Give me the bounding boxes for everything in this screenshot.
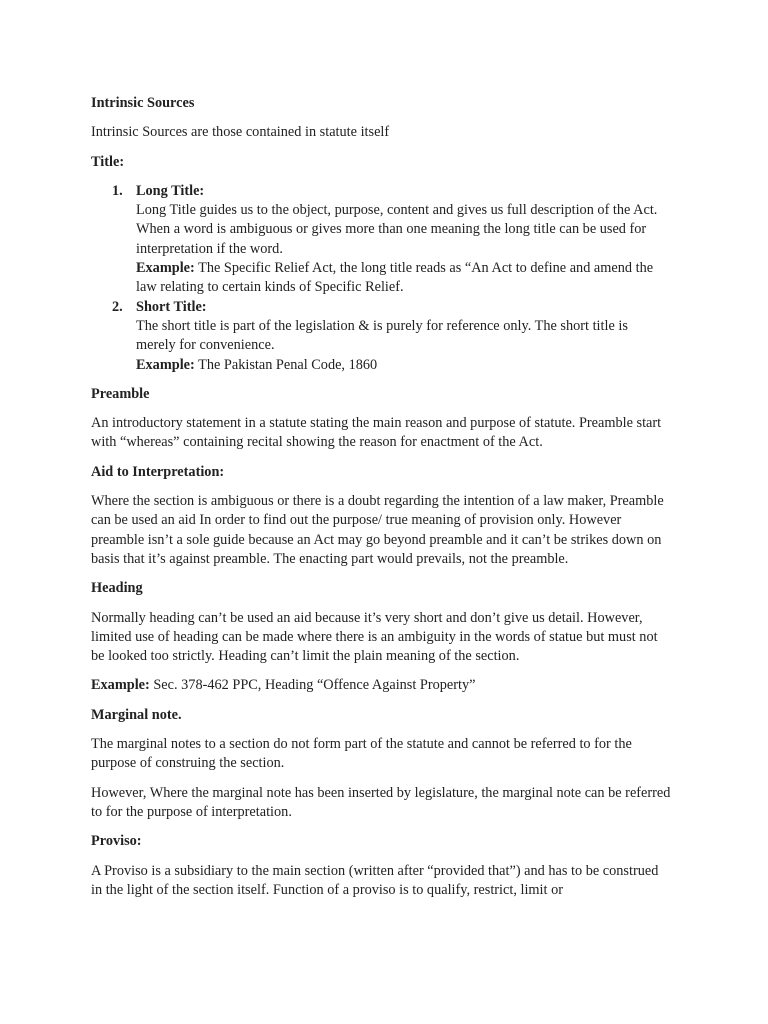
heading-intrinsic-sources: Intrinsic Sources (91, 95, 195, 111)
marginal-paragraph-1: The marginal notes to a section do not form part of the statute and cannot be referred to for the purpose of construing the section. (91, 736, 632, 772)
long-title-label: Long Title: (136, 182, 205, 199)
example-label: Example: (91, 677, 150, 694)
list-item-short-title (91, 298, 671, 375)
heading-heading: Heading (91, 580, 143, 597)
example-label: Example: (136, 356, 195, 373)
intro-paragraph: Intrinsic Sources are those contained in statute itself (91, 124, 390, 141)
marginal-paragraph-2: However, Where the marginal note has been inserted by legislature, the marginal note can be referred to for the purpose of interpretation. (91, 784, 671, 820)
heading-proviso: Proviso: (91, 833, 142, 850)
long-title-example (136, 259, 671, 298)
list-number: 1. (112, 182, 123, 199)
heading-title: Title: (91, 153, 125, 170)
list-item-long-title (91, 182, 671, 298)
title-list (91, 182, 671, 375)
document-body (91, 94, 671, 910)
heading-preamble: Preamble (91, 385, 150, 402)
long-title-body: Long Title guides us to the object, purpose, content and gives us full description of the Act. When a word is ambiguous or gives more than one meaning the long title can be used for interpretation if the word. (136, 202, 658, 257)
short-title-label: Short Title: (136, 298, 207, 315)
heading-paragraph: Normally heading can’t be used an aid because it’s very short and don’t give us detail. However, limited use of heading can be made where there is an ambiguity in the words of statue but must not be looked too strictly. Heading can’t limit the plain meaning of the section. (91, 609, 658, 665)
list-number: 2. (112, 298, 123, 315)
heading-marginal-note: Marginal note. (91, 706, 182, 723)
short-title-example (136, 356, 671, 375)
example-text: The Pakistan Penal Code, 1860 (194, 356, 378, 373)
heading-example (91, 676, 671, 695)
heading-aid-to-interpretation: Aid to Interpretation: (91, 463, 225, 480)
example-label: Example: (136, 260, 195, 277)
preamble-paragraph: An introductory statement in a statute stating the main reason and purpose of statute. Preamble start with “whereas” containing recital showing the reason for enactment of the Act. (91, 415, 662, 451)
short-title-body: The short title is part of the legislation & is purely for reference only. The short title is merely for convenience. (136, 317, 628, 354)
example-text: The Specific Relief Act, the long title reads as “An Act to define and amend the law relating to certain kinds of Specific Relief. (136, 260, 654, 296)
example-text: Sec. 378-462 PPC, Heading “Offence Against Property” (149, 677, 476, 694)
aid-paragraph: Where the section is ambiguous or there is a doubt regarding the intention of a law maker, Preamble can be used an aid In order to find out the purpose/ true meaning of provision only. However preamble isn’t a sole guide because an Act may go beyond preamble and it can’t be strikes down on basis that it’s against preamble. The enacting part would prevails, not the preamble. (91, 493, 664, 567)
proviso-paragraph: A Proviso is a subsidiary to the main section (written after “provided that”) and has to be construed in the light of the section itself. Function of a proviso is to qualify, restrict, limit or (91, 862, 659, 898)
